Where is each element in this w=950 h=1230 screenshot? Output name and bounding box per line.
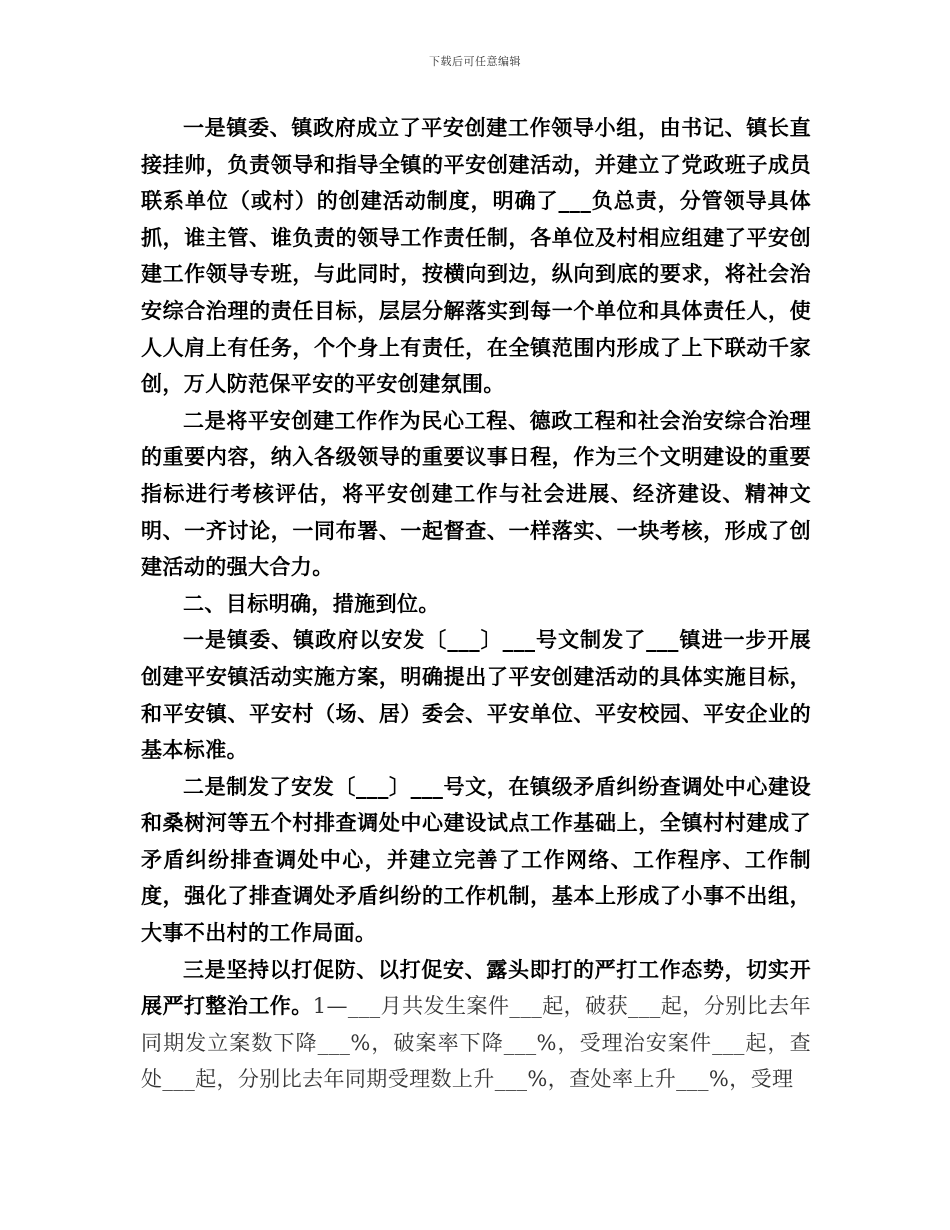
paragraph-strike-hard — [141, 952, 811, 1098]
paragraph-dispute-center: 二是制发了安发〔___〕___号文，在镇级矛盾纠纷查调处中心建设和桑树河等五个村排查调处中心建设试点工作基础上，全镇村村建成了矛盾纠纷排查调处中心，并建立完善了工作网络、工作程序、工作制度，强化了排查调处矛盾纠纷的工作机制，基本上形成了小事不出组，大事不出村的工作局面。 — [141, 773, 811, 946]
page-header: 下载后可任意编辑 — [429, 55, 521, 68]
document-body — [141, 110, 811, 1098]
strike-hard-bold-text: 三是坚持以打促防、以打促安、露头即打的严打工作态势，切实开展严打整治工作。 — [141, 956, 811, 1019]
strike-hard-statistics-text: 1—___月共发生案件___起，破获___起，分别比去年同期发立案数下降___%，破案率下降___%，受理治安案件___起，查处___起，分别比去年同期受理数上升___%，查处率上升___%，受理 — [141, 994, 811, 1092]
paragraph-leadership-group: 一是镇委、镇政府成立了平安创建工作领导小组，由书记、镇长直接挂帅，负责领导和指导全镇的平安创建活动，并建立了党政班子成员联系单位（或村）的创建活动制度，明确了___负总责，分管领导具体抓，谁主管、谁负责的领导工作责任制，各单位及村相应组建了平安创建工作领导专班，与此同时，按横向到边，纵向到底的要求，将社会治安综合治理的责任目标，层层分解落实到每一个单位和具体责任人，使人人肩上有任务，个个身上有责任，在全镇范围内形成了上下联动千家创，万人防范保平安的平安创建氛围。 — [141, 115, 811, 397]
paragraph-implementation-plan: 一是镇委、镇政府以安发〔___〕___号文制发了___镇进一步开展创建平安镇活动实施方案，明确提出了平安创建活动的具体实施目标，和平安镇、平安村（场、居）委会、平安单位、平安校园、平安企业的基本标准。 — [141, 627, 811, 763]
paragraph-people-project: 二是将平安创建工作作为民心工程、德政工程和社会治安综合治理的重要内容，纳入各级领导的重要议事日程，作为三个文明建设的重要指标进行考核评估，将平安创建工作与社会进展、经济建设、精神文明、一齐讨论，一同布署、一起督查、一样落实、一块考核，形成了创建活动的强大合力。 — [141, 407, 811, 580]
section-heading-goals: 二、目标明确，措施到位。 — [183, 590, 440, 616]
